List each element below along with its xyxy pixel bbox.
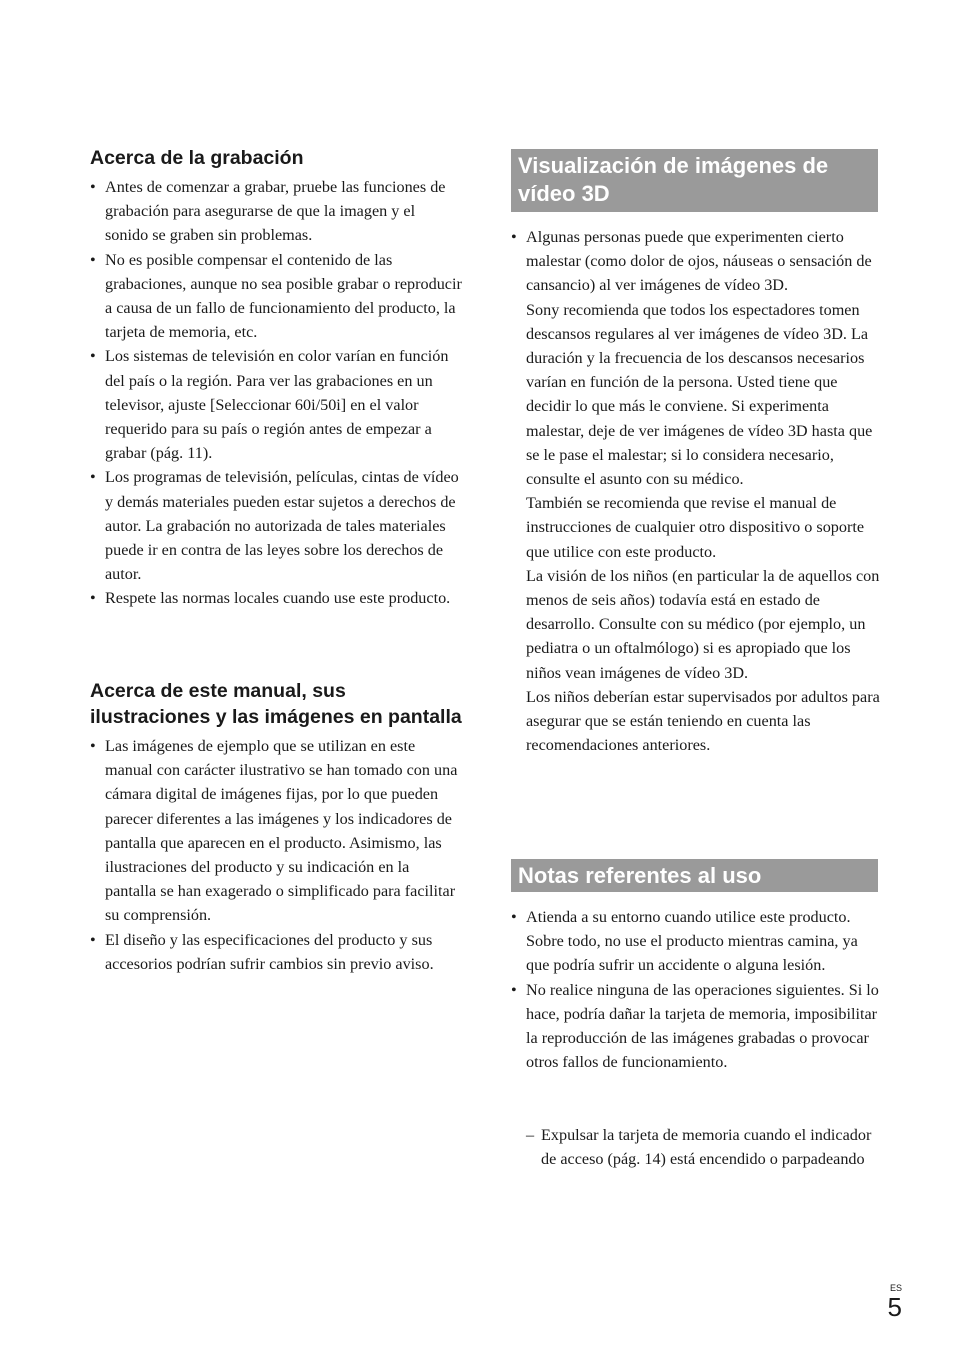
sublist-uso: [526, 1123, 883, 1171]
section-title-uso: Notas referentes al uso: [511, 859, 878, 892]
list-3d: [511, 225, 883, 757]
list-grabacion: [90, 175, 462, 611]
sub-list-item: – Expulsar la tarjeta de memoria cuando el indicador de acceso (pág. 14) está encendido o parpadeando: [526, 1123, 883, 1171]
language-code: ES: [889, 1283, 902, 1293]
list-item: • Las imágenes de ejemplo que se utilizan en este manual con carácter ilustrativo se han tomado con una cámara digital de imágenes fijas, por lo que pueden parecer diferentes a las imágenes y los indicadores de pantalla que aparecen en el producto. Asimismo, las ilustraciones del producto y su indicación en la pantalla se han exagerado o simplificado para facilitar su comprensión.: [90, 734, 462, 928]
paragraph-3d-5: Los niños deberían estar supervisados por adultos para asegurar que se están teniendo en cuenta las recomendaciones anteriores.: [526, 687, 880, 755]
list-item: • Los sistemas de televisión en color varían en función del país o la región. Para ver las grabaciones en un televisor, ajuste [Seleccionar 60i/50i] en el valor requerido para su país o región antes de empezar a grabar (pág. 11).: [90, 344, 462, 465]
paragraph-3d-2: Sony recomienda que todos los espectadores tomen descansos regulares al ver imágenes de vídeo 3D. La duración y la frecuencia de los descansos necesarios varían en función de la persona. Usted tiene que decidir lo que más le conviene. Si experimenta malestar, deje de ver imágenes de vídeo 3D hasta que se le pase el malestar; si lo considera necesario, consulte el asunto con su médico.: [526, 300, 873, 489]
list-item: • El diseño y las especificaciones del producto y sus accesorios podrían sufrir cambios sin previo aviso.: [90, 928, 462, 976]
paragraph-3d-4: La visión de los niños (en particular la de aquellos con menos de seis años) todavía está en estado de desarrollo. Consulte con su médico (por ejemplo, un pediatra o un oftalmólogo) si es apropiado que los niños vean imágenes de vídeo 3D.: [526, 566, 880, 682]
list-item: • No realice ninguna de las operaciones siguientes. Si lo hace, podría dañar la tarjeta de memoria, imposibilitar la reproducción de las imágenes grabadas o provocar otros fallos de funcionamiento.: [511, 978, 883, 1075]
list-item: • No es posible compensar el contenido de las grabaciones, aunque no sea posible grabar o reproducir a causa de un fallo de funcionamiento del producto, la tarjeta de memoria, etc.: [90, 248, 462, 345]
list-item: • Respete las normas locales cuando use este producto.: [90, 586, 462, 610]
paragraph-3d-1: • Algunas personas puede que experimenten cierto malestar (como dolor de ojos, náuseas o sensación de cansancio) al ver imágenes de vídeo 3D.: [526, 228, 872, 295]
list-manual: [90, 734, 462, 976]
section-title-3d: Visualización de imágenes de vídeo 3D: [511, 149, 878, 212]
page-footer: [888, 1283, 902, 1321]
page-number: 5: [887, 1292, 902, 1322]
section-title-grabacion: Acerca de la grabación: [90, 147, 304, 169]
paragraph-3d-3: También se recomienda que revise el manual de instrucciones de cualquier otro dispositivo o soporte que utilice con este producto.: [526, 494, 865, 561]
list-uso: [511, 905, 883, 1074]
list-item: • Los programas de televisión, películas, cintas de vídeo y demás materiales pueden estar sujetos a derechos de autor. La grabación no autorizada de tales materiales puede ir en contra de las leyes sobre los derechos de autor.: [90, 465, 462, 586]
section-title-manual: Acerca de este manual, sus ilustraciones y las imágenes en pantalla: [90, 680, 462, 728]
list-item: [511, 225, 883, 757]
list-item: • Atienda a su entorno cuando utilice este producto. Sobre todo, no use el producto mientras camina, ya que podría sufrir un accidente o alguna lesión.: [511, 905, 883, 978]
list-item: • Antes de comenzar a grabar, pruebe las funciones de grabación para asegurarse de que la imagen y el sonido se graben sin problemas.: [90, 175, 462, 248]
